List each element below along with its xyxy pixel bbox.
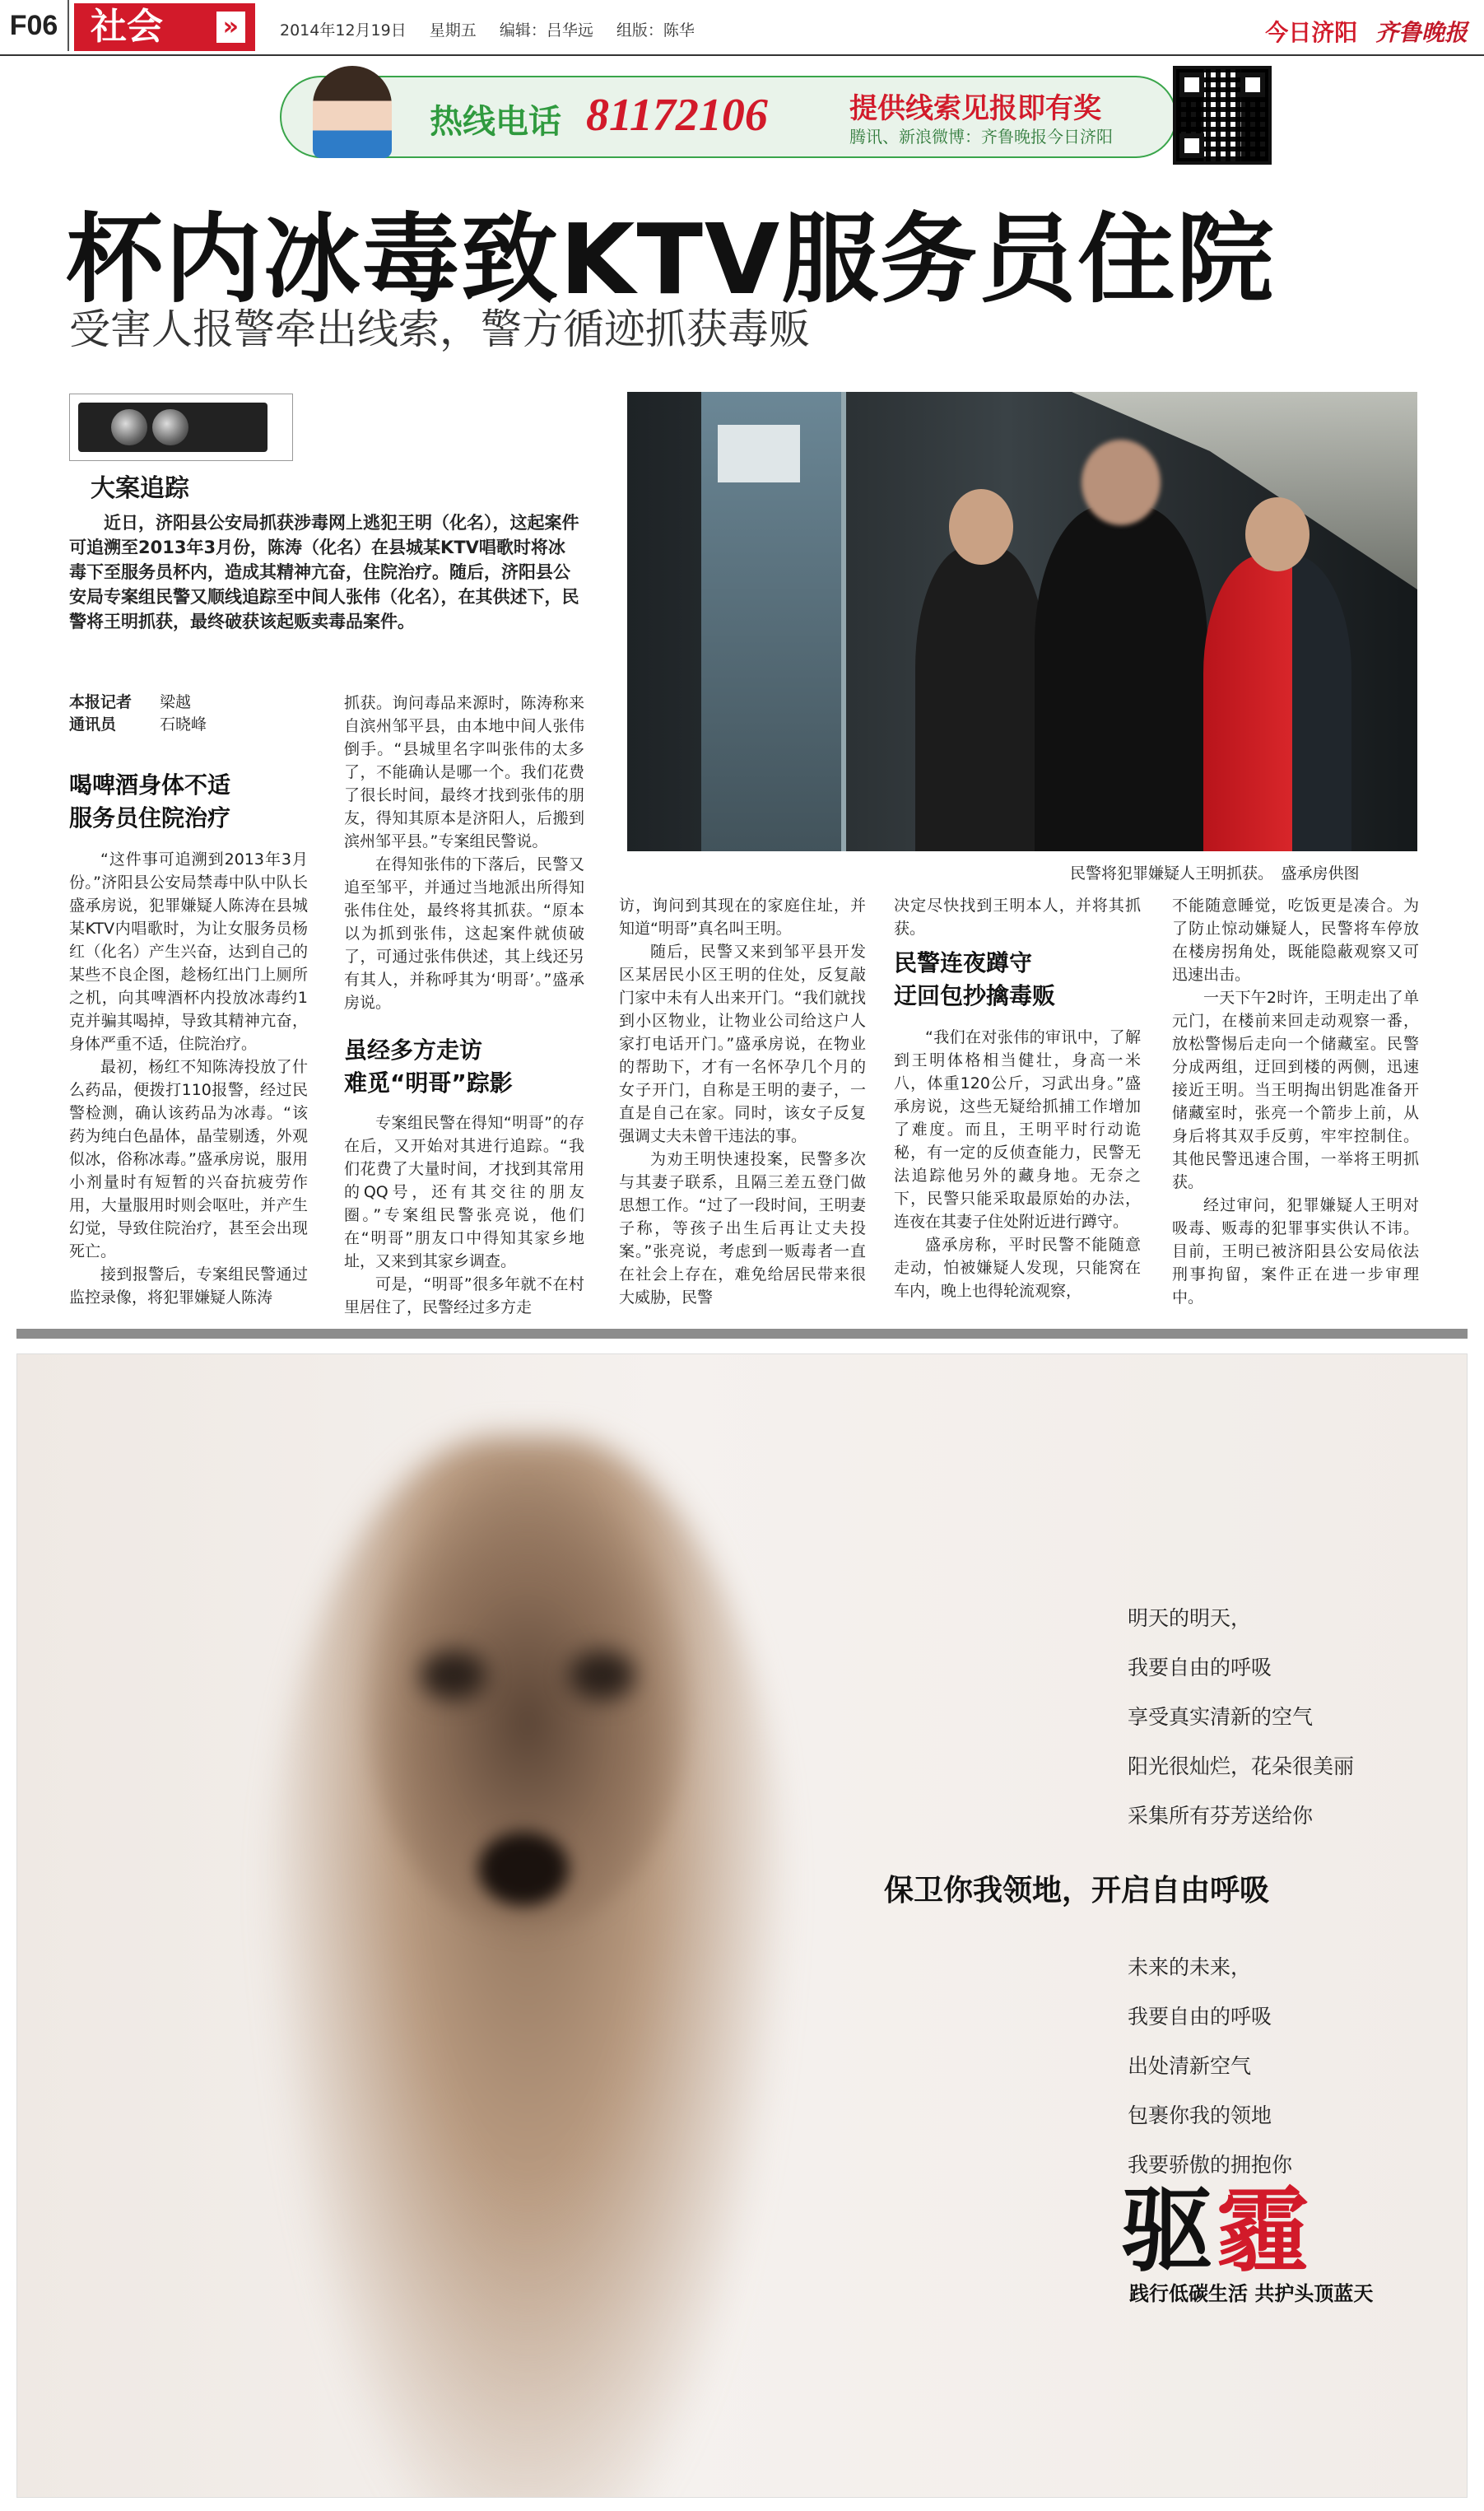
officer-right	[1203, 555, 1351, 851]
paragraph: 随后，民警又来到邹平县开发区某居民小区王明的住处，反复敲门家中未有人出来开门。“我们就找到小区物业，让物业公司给这户人家打电话开门。”盛承房说，在物业的帮助下，才有一名怀孕几个月的女子开门，自称是王明的妻子，一直是自己在家。同时，该女子反复强调丈夫未曾干违法的事。	[619, 943, 866, 1145]
article-headline: 杯内冰毒致KTV服务员住院	[66, 203, 1276, 316]
byline-correspondent	[69, 714, 207, 736]
byline	[69, 692, 207, 736]
paragraph: 一天下午2时许，王明走出了单元门，在楼前来回走动观察一番，放松警惕后走向一个储藏室。民警分成两组，迂回到楼的两侧，迅速接近王明。当王明掏出钥匙准备开储藏室时，张亮一个箭步上前，从身后将其双手反剪，牢牢控制住。其他民警迅速合围，一举将王明抓获。	[1172, 989, 1419, 1191]
photo-caption: 民警将犯罪嫌疑人王明抓获。 盛承房供图	[1070, 864, 1360, 883]
article-subhead: 受害人报警牵出线索，警方循迹抓获毒贩	[69, 305, 810, 353]
paragraph: 最初，杨红不知陈涛投放了什么药品，便拨打110报警，经过民警检测，确认该药品为冰毒。“该药为纯白色晶体，晶莹剔透，外观似冰，俗称冰毒。”盛承房说，服用小剂量时有短暂的兴奋抗疲劳作用，大量服用时则会呕吐，并产生幻觉，导致住院治疗，甚至会出现死亡。	[69, 1058, 308, 1260]
double-chevron-icon: »	[216, 12, 245, 43]
section-tag	[74, 3, 255, 51]
byline-role: 通讯员	[69, 715, 117, 734]
qr-finder	[1240, 72, 1265, 97]
officer-head	[1245, 497, 1310, 571]
paragraph: 可是，“明哥”很多年就不在村里居住了，民警经过多方走	[344, 1275, 584, 1316]
blurred-breathing-face-image	[264, 1404, 791, 2490]
paragraph: 抓获。询问毒品来源时，陈涛称来自滨州邹平县，由本地中间人张伟倒手。“县城里名字叫张伟的太多了，不能确认是哪一个。我们花费了很长时间，最终才找到张伟的朋友，得知其原本是济阳人，后搬到滨州邹平县。”专案组民警说。	[344, 694, 584, 850]
paragraph: “我们在对张伟的审讯中，了解到王明体格相当健壮，身高一米八，体重120公斤，习武出身。”盛承房说，这些无疑给抓捕工作增加了难度。而且，王明平时行动诡秘，有一定的反侦查能力，民警无法追踪他另外的藏身地。无奈之下，民警只能采取最原始的办法，连夜在其妻子住处附近进行蹲守。	[894, 1028, 1141, 1231]
ad-poem-line: 出处清新空气	[1128, 2054, 1252, 2078]
ad-brand-char-red: 霾	[1217, 2178, 1312, 2285]
section-heading-line: 喝啤酒身体不适	[69, 771, 231, 799]
ad-poem-line: 我要自由的呼吸	[1128, 2005, 1272, 2029]
paragraph: 不能随意睡觉，吃饭更是凑合。为了防止惊动嫌疑人，民警将车停放在楼房拐角处，既能隐蔽观察又可迅速出击。	[1172, 897, 1419, 984]
qr-finder	[1179, 72, 1204, 97]
section-heading-1	[69, 769, 230, 835]
handcuffs-icon	[78, 403, 267, 452]
hotline-channels: 腾讯、新浪微博：齐鲁晚报今日济阳	[849, 127, 1113, 147]
paragraph: 访，询问到其现在的家庭住址，并知道“明哥”真名叫王明。	[619, 897, 866, 938]
ad-poem-line: 包裹你我的领地	[1128, 2103, 1272, 2127]
hotline-banner	[280, 76, 1177, 158]
cuff-ring	[152, 409, 188, 445]
paragraph: 专案组民警在得知“明哥”的存在后，又开始对其进行追踪。“我们花费了大量时间，才找到其常用的QQ号，还有其交往的朋友圈。”专案组民警张亮说，他们在“明哥”朋友口中得知其家乡地址，又来到其家乡调查。	[344, 1114, 584, 1270]
article-column-3	[619, 894, 866, 1309]
section-heading-line: 迂回包抄擒毒贩	[894, 982, 1056, 1009]
paragraph: 经过审问，犯罪嫌疑人王明对吸毒、贩毒的犯罪事实供认不讳。目前，王明已被济阳县公安局依法刑事拘留，案件正在进一步审理中。	[1172, 1196, 1419, 1307]
section-heading-line: 服务员住院治疗	[69, 804, 231, 832]
layout-credit: 组版：陈华	[616, 21, 695, 40]
section-heading-2	[344, 1034, 513, 1100]
section-heading-line: 民警连夜蹲守	[894, 949, 1033, 976]
paragraph: 为劝王明快速投案，民警多次与其妻子联系，且隔三差五登门做思想工作。“过了一段时间，王明妻子称，等孩子出生后再让丈夫投案。”张亮说，考虑到一贩毒者一直在社会上存在，难免给居民带来很大威胁，民警	[619, 1150, 866, 1307]
ad-poem-line: 我要骄傲的拥抱你	[1128, 2153, 1293, 2177]
arrest-photo	[627, 392, 1417, 851]
suspect-blurred-face	[1082, 440, 1161, 525]
byline-role: 本报记者	[69, 693, 133, 711]
column-badge	[69, 394, 293, 461]
editor-credit: 编辑：吕华远	[499, 21, 593, 40]
officer-left	[915, 547, 1047, 851]
ad-poem-line: 明天的明天，	[1128, 1606, 1252, 1630]
section-name: 社会	[91, 6, 163, 48]
figure-eye	[421, 1651, 486, 1700]
ad-brand-logo	[1121, 2157, 1312, 2290]
officer-head	[949, 489, 1013, 565]
ad-poem-line: 采集所有芬芳送给你	[1128, 1804, 1314, 1828]
section-heading-line: 虽经多方走访	[344, 1037, 483, 1064]
paragraph: “这件事可追溯到2013年3月份。”济阳县公安局禁毒中队中队长盛承房说，犯罪嫌疑人陈涛在县城某KTV内唱歌时，为让女服务员杨红（化名）产生兴奋，达到自己的某些不良企图，趁杨红出门上厕所之机，向其啤酒杯内投放冰毒约1克并骗其喝掉，导致其精神亢奋，身体严重不适，住院治疗。	[69, 850, 308, 1053]
ad-poem-line: 享受真实清新的空气	[1128, 1705, 1314, 1729]
hotline-label: 热线电话	[430, 103, 561, 141]
ad-poem-line: 未来的未来，	[1128, 1955, 1252, 1979]
issue-weekday: 星期五	[429, 21, 477, 40]
hotline-reward: 提供线索见报即有奖	[849, 92, 1101, 125]
dateline	[280, 18, 713, 40]
ad-brand-char: 驱	[1121, 2178, 1217, 2285]
cuff-ring	[111, 409, 147, 445]
column-label: 大案追踪	[91, 474, 189, 503]
paragraph: 接到报警后，专案组民警通过监控录像，将犯罪嫌疑人陈涛	[69, 1265, 308, 1307]
article-column-2	[344, 692, 584, 1014]
paragraph: 决定尽快找到王明本人，并将其抓获。	[894, 897, 1141, 938]
ad-slogan: 保卫你我领地，开启自由呼吸	[884, 1874, 1270, 1908]
door-sign	[718, 425, 800, 482]
article-column-2b	[344, 1111, 584, 1319]
article-column-1	[69, 848, 308, 1309]
qr-code-icon	[1173, 66, 1272, 165]
byline-name: 梁越	[160, 693, 192, 711]
anti-smog-advert	[16, 1353, 1468, 2498]
page-number: F06	[0, 0, 69, 51]
figure-eye	[569, 1651, 635, 1700]
paragraph: 盛承房称，平时民警不能随意走动，怕被嫌疑人发现，只能窝在车内，晚上也得轮流观察，	[894, 1236, 1141, 1300]
article-lead: 近日，济阳县公安局抓获涉毒网上逃犯王明（化名），这起案件可追溯至2013年3月份，陈涛（化名）在县城某KTV唱歌时将冰毒下至服务员杯内，造成其精神亢奋，住院治疗。随后，济阳县公安局专案组民警又顺线追踪至中间人张伟（化名），在其供述下，民警将王明抓获，最终破获该起贩卖毒品案件。	[69, 513, 579, 631]
header-divider	[0, 54, 1484, 56]
operator-avatar	[313, 66, 392, 158]
page-divider	[16, 1329, 1468, 1339]
section-heading-line: 难觅“明哥”踪影	[344, 1069, 513, 1097]
byline-name: 石晓峰	[160, 715, 207, 734]
suspect	[1035, 505, 1207, 851]
paragraph: 在得知张伟的下落后，民警又追至邹平，并通过当地派出所得知张伟住处，最终将其抓获。“原本以为抓到张伟，这起案件就侦破了，可通过张伟供述，其上线还另有其人，并称呼其为‘明哥’。”盛承房说。	[344, 855, 584, 1012]
article-column-5	[1172, 894, 1419, 1309]
figure-mouth	[478, 1832, 569, 1906]
ad-tagline: 践行低碳生活 共护头顶蓝天	[1129, 2282, 1374, 2305]
ad-poem-line: 我要自由的呼吸	[1128, 1656, 1272, 1679]
article-column-4b	[894, 1026, 1141, 1302]
issue-date: 2014年12月19日	[280, 21, 407, 40]
brand-local: 今日济阳	[1265, 19, 1358, 46]
byline-reporter	[69, 692, 207, 714]
brand-paper-logo: 齐鲁晚报	[1375, 19, 1468, 46]
section-heading-3	[894, 947, 1055, 1013]
ad-poem-line: 阳光很灿烂，花朵很美丽	[1128, 1754, 1355, 1778]
hotline-number: 81172106	[586, 90, 768, 141]
qr-finder	[1179, 133, 1204, 158]
article-column-4	[894, 894, 1141, 940]
photo-door	[701, 392, 846, 851]
masthead-brand	[1265, 15, 1468, 48]
